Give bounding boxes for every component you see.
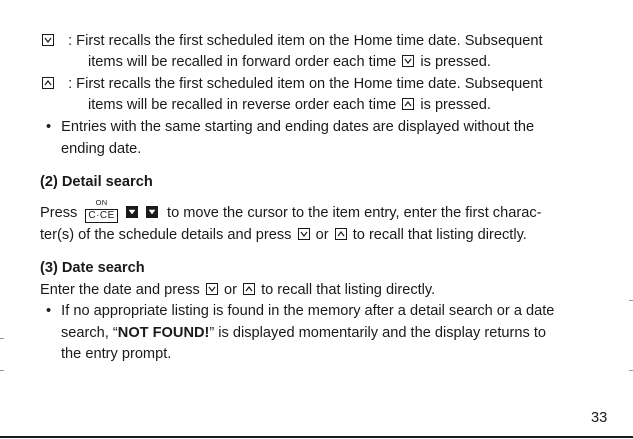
margin-tick — [629, 370, 633, 371]
bullet-entries-cont: ending date. — [61, 141, 142, 157]
bullet-icon: • — [46, 119, 52, 135]
detail-search-instructions-cont: ter(s) of the schedule details and press or to recall that listing directly. — [40, 227, 527, 243]
down-key-description-cont: items will be recalled in forward order each time is pressed. — [88, 54, 491, 70]
bullet-not-found-cont2: the entry prompt. — [61, 346, 172, 362]
up-arrow-key-icon — [335, 228, 347, 240]
down-arrow-key-icon — [298, 228, 310, 240]
bullet-entries: • Entries with the same starting and ending dates are displayed without the — [46, 119, 535, 135]
date-search-instructions: Enter the date and press or to recall that listing directly. — [40, 282, 436, 298]
solid-down-arrow-key-icon — [126, 206, 138, 218]
up-arrow-key-icon — [243, 283, 255, 295]
up-arrow-key-icon — [42, 77, 54, 89]
margin-tick — [629, 300, 633, 301]
down-arrow-key-icon — [206, 283, 218, 295]
c-ce-key-icon: ON C·CE — [85, 209, 117, 223]
detail-search-instructions: Press ON C·CE to move the cursor to the item entry, enter the first charac- — [40, 198, 542, 221]
solid-down-arrow-key-icon — [146, 206, 158, 218]
down-arrow-key-icon — [402, 55, 414, 67]
bullet-icon: • — [46, 303, 52, 319]
page-bottom-rule — [0, 436, 633, 438]
down-key-description: : First recalls the first scheduled item on the Home time date. Subsequent — [40, 31, 543, 52]
margin-tick — [0, 338, 4, 339]
up-arrow-key-icon — [402, 98, 414, 110]
down-arrow-key-icon — [42, 34, 54, 46]
detail-search-heading: (2) Detail search — [40, 174, 153, 190]
up-key-description: : First recalls the first scheduled item on the Home time date. Subsequent — [40, 74, 543, 95]
page-number: 33 — [591, 410, 608, 426]
margin-tick — [0, 370, 4, 371]
up-key-description-cont: items will be recalled in reverse order each time is pressed. — [88, 97, 491, 113]
bullet-not-found-cont: search, “NOT FOUND!” is displayed momentarily and the display returns to — [61, 325, 547, 341]
bullet-not-found: • If no appropriate listing is found in the memory after a detail search or a date — [46, 303, 555, 319]
date-search-heading: (3) Date search — [40, 260, 145, 276]
